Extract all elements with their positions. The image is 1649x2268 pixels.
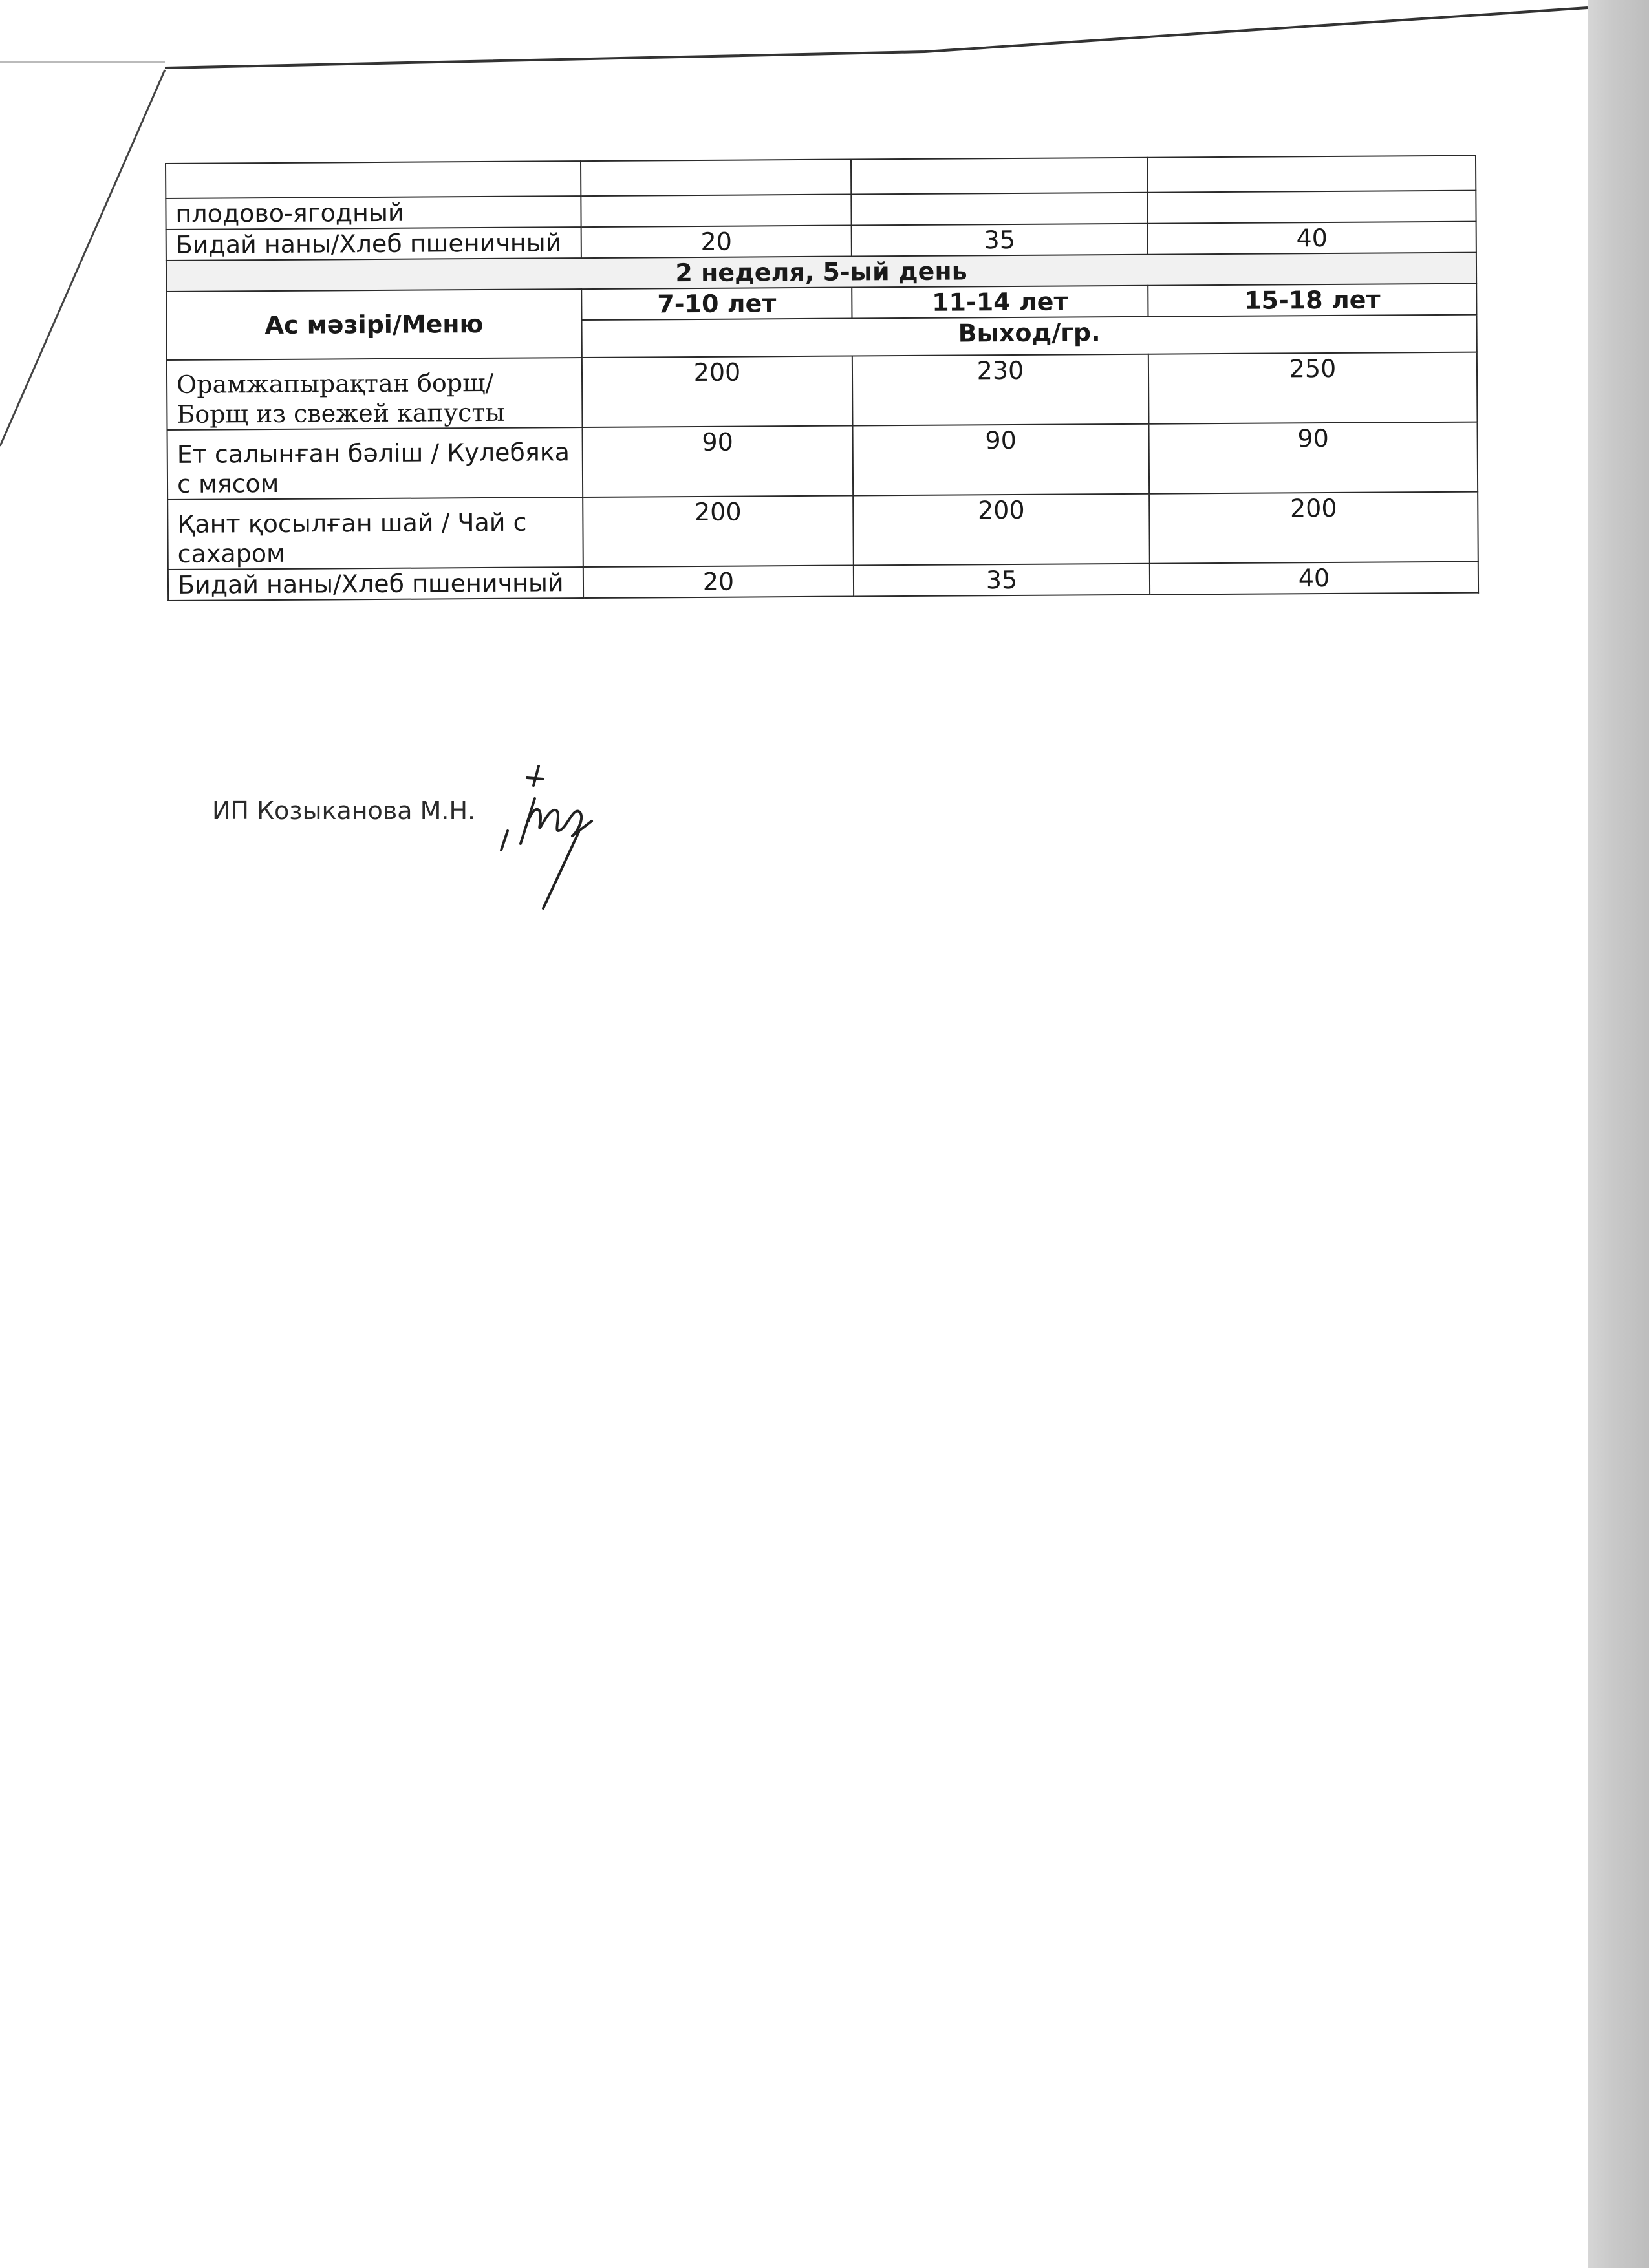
signer-name: ИП Козыканова М.Н. [212, 797, 476, 825]
age-group-15-18: 15-18 лет [1148, 284, 1476, 317]
age-group-11-14: 11-14 лет [852, 286, 1148, 319]
yield-7-10: 200 [583, 496, 854, 568]
dish-name: Орамжапырақтан борщ/ Борщ из свежей капусты [167, 358, 583, 430]
yield-15-18: 40 [1150, 562, 1478, 595]
yield-11-14: 35 [852, 224, 1148, 257]
yield-7-10: 200 [582, 356, 853, 428]
menu-header: Ас мәзірі/Меню [166, 289, 582, 360]
yield-15-18: 250 [1148, 352, 1478, 424]
yield-7-10: 20 [583, 566, 854, 599]
yield-15-18: 40 [1148, 222, 1476, 255]
table-row [167, 422, 1478, 500]
yield-7-10: 90 [583, 426, 854, 498]
table-row [167, 352, 1478, 430]
yield-11-14: 35 [854, 564, 1150, 597]
dish-name: Қант қосылған шай / Чай с сахаром [167, 497, 583, 570]
dish-name: Бидай наны/Хлеб пшеничный [168, 567, 583, 601]
scanner-shadow [1588, 0, 1649, 2268]
yield-15-18: 200 [1149, 492, 1478, 564]
yield-7-10 [581, 195, 851, 228]
yield-11-14 [851, 193, 1147, 226]
age-group-7-10: 7-10 лет [581, 288, 852, 321]
dish-name: Ет салынған бәліш / Кулебяка с мясом [167, 427, 583, 500]
yield-header: Выход/гр. [581, 315, 1476, 358]
table-row [167, 492, 1478, 570]
dish-name: плодово-ягодный [166, 196, 581, 230]
menu-table [165, 155, 1479, 601]
signature [482, 760, 605, 915]
dish-name: Бидай наны/Хлеб пшеничный [166, 227, 581, 261]
yield-11-14: 230 [852, 354, 1149, 426]
yield-15-18 [1147, 191, 1476, 224]
yield-11-14: 90 [853, 424, 1150, 496]
day-header: 2 неделя, 5-ый день [166, 253, 1476, 292]
yield-11-14: 200 [853, 494, 1150, 566]
yield-7-10: 20 [581, 226, 852, 259]
yield-15-18: 90 [1148, 422, 1478, 494]
